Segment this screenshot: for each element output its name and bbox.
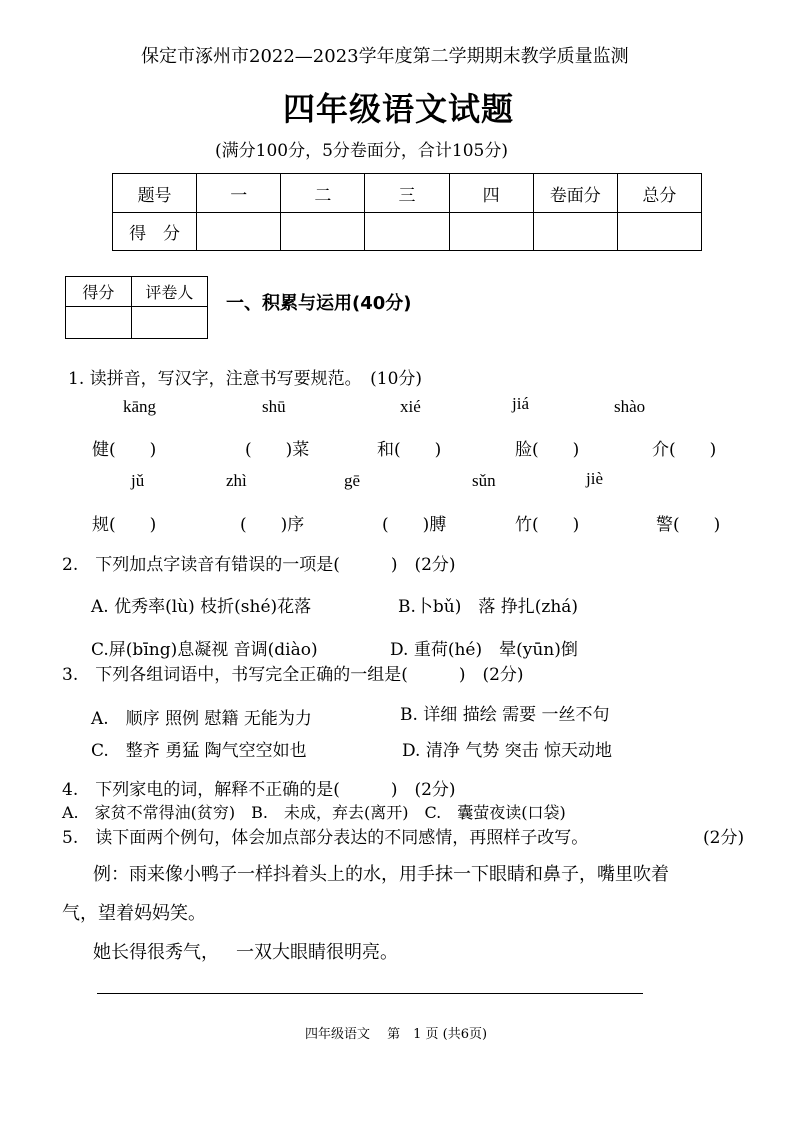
grader-score-cell [66, 307, 132, 339]
word-blank: 竹( ) [515, 515, 580, 535]
score-table-header: 四 [449, 174, 533, 213]
score-table-header: 一 [197, 174, 281, 213]
pinyin: sǔn [472, 471, 496, 490]
score-table [112, 173, 702, 251]
word-blank: ( )菜 [245, 440, 310, 460]
question-2-option-b: B.卜bǔ) 落 挣扎(zhá) [398, 597, 579, 617]
section-title: 一、积累与运用(40分) [226, 293, 412, 314]
pinyin: gē [344, 471, 361, 490]
pinyin: kāng [123, 397, 157, 416]
pinyin: xié [400, 397, 421, 416]
example-line-2: 气，望着妈妈笑。 [62, 903, 206, 924]
word-blank: ( )序 [240, 515, 305, 535]
score-cell [197, 213, 281, 251]
score-cell [533, 213, 617, 251]
question-2-option-d: D. 重荷(hé) 晕(yūn)倒 [390, 640, 578, 660]
exam-title: 四年级语文试题 [283, 90, 515, 128]
sentence-b: 一双大眼睛很明亮。 [236, 942, 398, 963]
question-3-option-b: B. 详细 描绘 需要 一丝不句 [400, 705, 610, 725]
grader-table [65, 276, 208, 339]
pinyin: shào [614, 397, 646, 416]
grader-name-cell [131, 307, 207, 339]
question-1-stem: 1. 读拼音，写汉字，注意书写要规范。 (10分) [68, 369, 423, 389]
score-table-header: 题号 [113, 174, 197, 213]
question-3-option-c: C. 整齐 勇猛 陶气空空如也 [91, 741, 307, 761]
score-table-header: 二 [281, 174, 365, 213]
pinyin: zhì [226, 471, 247, 490]
page-footer: 四年级语文 第 1 页 (共6页) [305, 1027, 488, 1042]
word-blank: 和( ) [377, 440, 442, 460]
word-blank: 警( ) [656, 515, 721, 535]
question-2-option-a: A. 优秀率(lù) 枝折(shé)花落 [91, 597, 312, 617]
question-4-options: A. 家贫不常得油(贫穷) B. 未成，弃去(离开) C. 囊萤夜读(口袋) [62, 803, 566, 822]
question-4-stem: 4. 下列家电的词，解释不正确的是( ) (2分) [62, 780, 456, 800]
score-cell [365, 213, 449, 251]
word-blank: ( )膊 [382, 515, 447, 535]
question-2-stem: 2. 下列加点字读音有错误的一项是( ) (2分) [62, 555, 456, 575]
pinyin: shū [262, 397, 286, 416]
pinyin: jiá [512, 394, 529, 413]
example-line-1: 例：雨来像小鸭子一样抖着头上的水，用手抹一下眼睛和鼻子，嘴里吹着 [93, 864, 669, 885]
grader-name-label: 评卷人 [131, 277, 207, 307]
question-5-points: (2分) [703, 828, 745, 848]
question-3-option-a: A. 顺序 照例 慰籍 无能为力 [91, 709, 312, 729]
sentence-a: 她长得很秀气， [93, 942, 219, 963]
pinyin: jǔ [131, 471, 145, 490]
word-blank: 介( ) [652, 440, 717, 460]
word-blank: 脸( ) [515, 440, 580, 460]
score-table-header: 总分 [617, 174, 701, 213]
score-table-header: 卷面分 [533, 174, 617, 213]
score-cell [449, 213, 533, 251]
word-blank: 健( ) [92, 440, 157, 460]
question-3-option-d: D. 清净 气势 突击 惊天动地 [402, 741, 613, 761]
word-blank: 规( ) [92, 515, 157, 535]
question-5-stem: 5. 读下面两个例句，体会加点部分表达的不同感情，再照样子改写。 [62, 828, 589, 848]
score-table-header: 三 [365, 174, 449, 213]
exam-subtitle: 保定市涿州市2022—2023学年度第二学期期末教学质量监测 [141, 46, 629, 67]
score-cell [617, 213, 701, 251]
footer-divider [97, 993, 643, 994]
score-cell [281, 213, 365, 251]
grader-score-label: 得分 [66, 277, 132, 307]
question-3-stem: 3. 下列各组词语中，书写完全正确的一组是( ) (2分) [62, 665, 524, 685]
question-2-option-c: C.屏(bīng)息凝视 音调(diào) [91, 640, 318, 660]
pinyin: jiè [586, 469, 603, 488]
score-row-label: 得 分 [113, 213, 197, 251]
score-note: (满分100分，5分卷面分，合计105分) [215, 141, 508, 161]
